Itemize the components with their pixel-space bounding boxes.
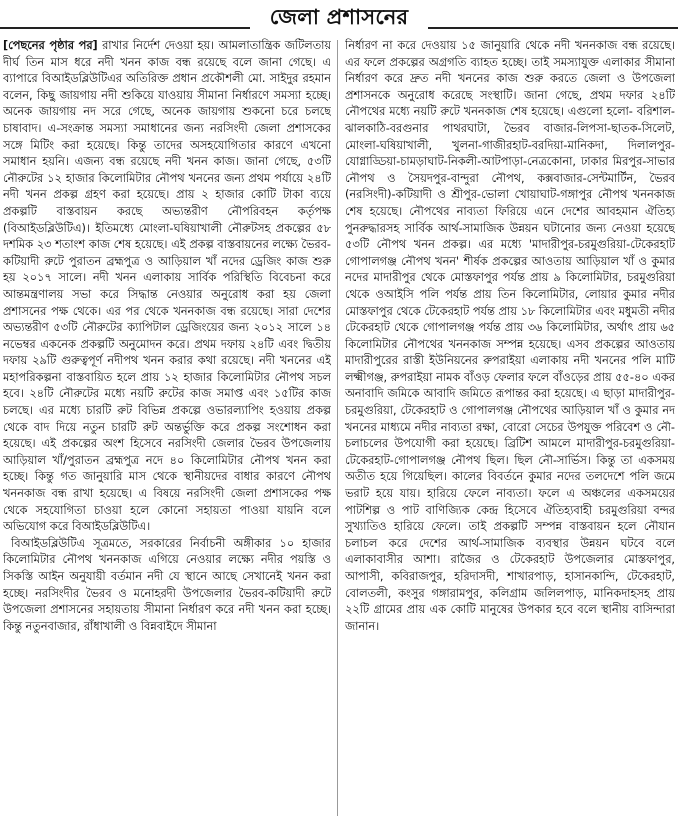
left-column bbox=[3, 38, 331, 816]
paragraph-text: রাখার নির্দেশ দেওয়া হয়। আমলাতান্ত্রিক জটিলতায় দীর্ঘ তিন মাস ধরে নদী খনন কাজ বন্ধ রয়েছে বলে জানা গেছে। এ ব্যাপারে বিআইডব্লিউটিএর অতিরিক্ত প্রধান প্রকৌশলী মো. সাইদুর রহমান বলেন, কিছু জায়গায় নদী শুকিয়ে যাওয়ায় সীমানা নির্ধারণে সমস্যা হচ্ছে। অনেক জায়গায় নদ সরে গেছে, অনেক জায়গায় শুকনো চরে চলছে চাষাবাদ। এ-সংক্রান্ত সমস্যা সমাধানের জন্য নরসিংদী জেলা প্রশাসকের সঙ্গে মিটিং করা হয়েছে। কিন্তু তাদের অসহযোগিতার কারণে এখনো সমাধান হয়নি। এজন্য বন্ধ রয়েছে নদী খনন কাজ। জানা গেছে, ৫৩টি নৌরুটের ১২ হাজার কিলোমিটার নৌপথ খননের জন্য প্রথম পর্যায়ে ২৪টি নদী খনন প্রকল্প গ্রহণ করা হয়েছে। প্রায় ২ হাজার কোটি টাকা ব্যয়ে প্রকল্পটি বাস্তবায়ন করছে অভ্যন্তরীণ নৌপরিবহন কর্তৃপক্ষ (বিআইডব্লিউটিএ)। ইতিমধ্যে মোংলা-ঘষিয়াখালী নৌরুটসহ প্রকল্পের ৫৮ দশমিক ২৩ শতাংশ কাজ শেষ হয়েছে। এই প্রকল্প বাস্তবায়নের লক্ষ্যে ভৈরব-কটিয়াদী রুটে পুরাতন ব্রহ্মপুত্র ও আড়িয়াল খাঁ নদের ড্রেজিং কাজ শুরু হয় ২০১৭ সালে। নদী খনন এলাকায় সার্বিক পরিস্থিতি বিবেচনা করে আন্তমন্ত্রণালয় সভা করে সিদ্ধান্ত নেওয়ার অনুরোধ করা হয় জেলা প্রশাসনের পক্ষ থেকে। এর পর থেকে খননকাজ বন্ধ রয়েছে। সারা দেশের অভ্যন্তরীণ ৫৩টি নৌরুটের ক্যাপিটাল ড্রেজিংয়ের জন্য ২০১২ সালে ১৪ নভেম্বর একনেক প্রকল্পটি অনুমোদন করে। প্রথম দফায় ২৪টি এবং দ্বিতীয় দফায় ২৯টি গুরুত্বপূর্ণ নদীপথ খনন করার কথা রয়েছে। নদী খননের এই মহাপরিকল্পনা বাস্তবায়িত হলে প্রায় ১২ হাজার কিলোমিটার নৌপথ সচল হবে। ২৪টি নৌরুটের মধ্যে নয়টি রুটের কাজ সমাপ্ত এবং ১৫টির কাজ চলছে। এর মধ্যে চারটি রুট বিভিন্ন প্রকল্পে ওভারল্যাপিং হওয়ায় প্রকল্প থেকে বাদ দিয়ে নতুন চারটি রুট অন্তর্ভুক্তি করে প্রকল্প সংশোধন করা হয়েছে। এই প্রকল্পের অংশ হিসেবে নরসিংদী জেলার ভৈরব উপজেলায় আড়িয়াল খাঁ/পুরাতন ব্রহ্মপুত্র নদে ৪০ কিলোমিটার নৌপথ খনন করা হচ্ছে। কিন্তু গত জানুয়ারি মাস থেকে স্থানীয়দের বাধার কারণে নৌপথ খননকাজ বন্ধ রাখা হয়েছে। এ বিষয়ে নরসিংদী জেলা প্রশাসকের পক্ষ থেকে সহযোগিতা চাওয়া হলে কোনো সহায়তা পাওয়া যায়নি বলে অভিযোগ করে বিআইডব্লিউটিএ। bbox=[3, 39, 331, 534]
article-paragraph: নির্ধারণ না করে দেওয়ায় ১৫ জানুয়ারি থেকে নদী খননকাজ বন্ধ রয়েছে। এর ফলে প্রকল্পের অগ্রগতি ব্যাহত হচ্ছে। তাই সমস্যাযুক্ত এলাকার সীমানা নির্ধারণ করে দ্রুত নদী খননের কাজ শুরু করতে জেলা ও উপজেলা প্রশাসনকে অনুরোধ করেছে সংস্থাটি। জানা গেছে, প্রথম দফার ২৪টি নৌপথের মধ্যে নয়টি রুটে খননকাজ শেষ হয়েছে। এগুলো হলো- বরিশাল-ঝালকাঠি-বরগুনার পাথরঘাটা, ভৈরব বাজার-লিপসা-ছাতক-সিলেট, মোংলা-ঘষিয়াখালী, খুলনা-গাজীরহাট-বরদিয়া-মানিকদা, দিলালপুর-যোগ্নাড্ডিয়া-চামড়াঘাট-নিকলী-আটপাড়া-নেত্রকোনা, ঢাকার মিরপুর-সাভার নৌপথ ও সৈয়দপুর-বান্দুরা নৌপথ, কক্সবাজার-সেন্টমার্টিন, ভৈরব (নরসিংদী)-কটিয়াদী ও শ্রীপুর-ভোলা খোয়াঘাট-গঙ্গাপুর নৌপথ খননকাজ শেষ হয়েছে। নৌপথের নাব্যতা ফিরিয়ে এনে দেশের আবহমান ঐতিহ্য পুনরুদ্ধারসহ সার্বিক আর্থ-সামাজিক উন্নয়ন ঘটানোর জন্য নেওয়া হয়েছে ৫৩টি নৌপথ খনন প্রকল্প। এর মধ্যে 'মাদারীপুর-চরমুগুরিয়া-টেকেরহাট গোপালগঞ্জ নৌপথ খনন' শীর্ষক প্রকল্পের আওতায় আড়িয়াল খাঁ ও কুমার নদের মাদারীপুর থেকে মোস্তফাপুর পর্যন্ত প্রায় ৯ কিলোমিটার, চরমুগুরিয়া থেকে ওআইসি পলি পর্যন্ত প্রায় তিন কিলোমিটার, লোয়ার কুমার নদীর মোস্তফাপুর থেকে টেকেরহাট পর্যন্ত প্রায় ১৮ কিলোমিটার এবং মধুমতী নদীর টেকেরহাট থেকে গোপালগঞ্জ পর্যন্ত প্রায় ৩৬ কিলোমিটার, অর্থাৎ প্রায় ৬৫ কিলোমিটার নৌপথের খননকাজ সম্পন্ন হয়েছে। এসব প্রকল্পের আওতায় মাদারীপুরের রাস্তী ইউনিয়নের রুপরাইয়া এলাকায় নদী খননের পলি মাটি লক্ষ্মীগঞ্জ, রুপরাইয়া নামক বাঁওড় ফেলার ফলে বাঁওড়ের প্রায় ৫৫-৪০ একর অনাবাদি জমিকে আবাদি জমিতে রূপান্তর করা হয়েছে। এ ছাড়া মাদারীপুর-চরমুগুরিয়া, টেকেরহাট ও গোপালগঞ্জ নৌপথের আড়িয়াল খাঁ ও কুমার নদ খননের মাধ্যমে নদীর নাব্যতা রক্ষা, বোরো সেচের উপযুক্ত পরিবেশ ও নৌ-চলাচলের উপযোগী করা হয়েছে। ব্রিটিশ আমলে মাদারীপুর-চরমুগুরিয়া-টেকেরহাট-গোপালগঞ্জ নৌপথ ছিল। ছিল নৌ-সার্ভিস। কিন্তু তা একসময় অতীত হয়ে গিয়েছিল। কালের বিবর্তনে কুমার নদের তলদেশে পলি জমে ভরাট হয়ে যায়। হারিয়ে ফেলে নাব্যতা। ফলে এ অঞ্চলের একসময়ের পাটশিল্প ও পাট বাণিজ্যিক কেন্দ্র হিসেবে ঐতিহ্যবাহী চরমুগুরিয়া বন্দর সুখ্যাতিও হারিয়ে ফেলে। তাই প্রকল্পটি সম্পন্ন বাস্তবায়ন হলে নৌযান চলাচল করে দেশের আর্থ-সামাজিক ব্যবস্থার উন্নয়ন ঘটবে বলে এলাকাবাসীর আশা। রাজৈর ও টেকেরহাট উপজেলার মোস্তফাপুর, আপাসী, কবিরাজপুর, হরিদাসদী, শাখারপাড়, হাসানকান্দি, টেকেরহাট, বোলতলী, কংসুর গঙ্গারামপুর, কলিগ্রাম জলিলপাড়, মানিকদাহসহ প্রায় ২২টি গ্রামের প্রায় এক কোটি মানুষের উপকার হবে বলে স্থানীয় বাসিন্দারা জানান। bbox=[345, 39, 675, 633]
article-header bbox=[0, 0, 678, 36]
article-title: জেলা প্রশাসনের bbox=[250, 6, 429, 29]
article-paragraph: বিআইডব্লিউটিএ সূত্রমতে, সরকারের নির্বাচনী অঙ্গীকার ১০ হাজার কিলোমিটার নৌপথ খননকাজ এগিয়ে নেওয়ার লক্ষ্যে নদীর পয়স্তি ও সিকস্তি আইন অনুযায়ী বর্তমান নদী যে স্থানে আছে সেখানেই খনন করা হচ্ছে। নরসিংদীর ভৈরব ও মনোহরদী উপজেলার ভৈরব-কটিয়াদী রুটে উপজেলা প্রশাসনের সহায়তায় সীমানা নির্ধারণ করে নদী খনন করা হচ্ছে। কিন্তু নতুনবাজার, রাঁধাখালী ও বিন্নবাইদে সীমানা bbox=[3, 536, 331, 633]
right-column bbox=[345, 38, 675, 816]
continuation-label: [পেছনের পৃষ্ঠার পর] bbox=[3, 39, 98, 52]
column-divider bbox=[337, 40, 338, 816]
article-paragraph bbox=[3, 38, 331, 536]
